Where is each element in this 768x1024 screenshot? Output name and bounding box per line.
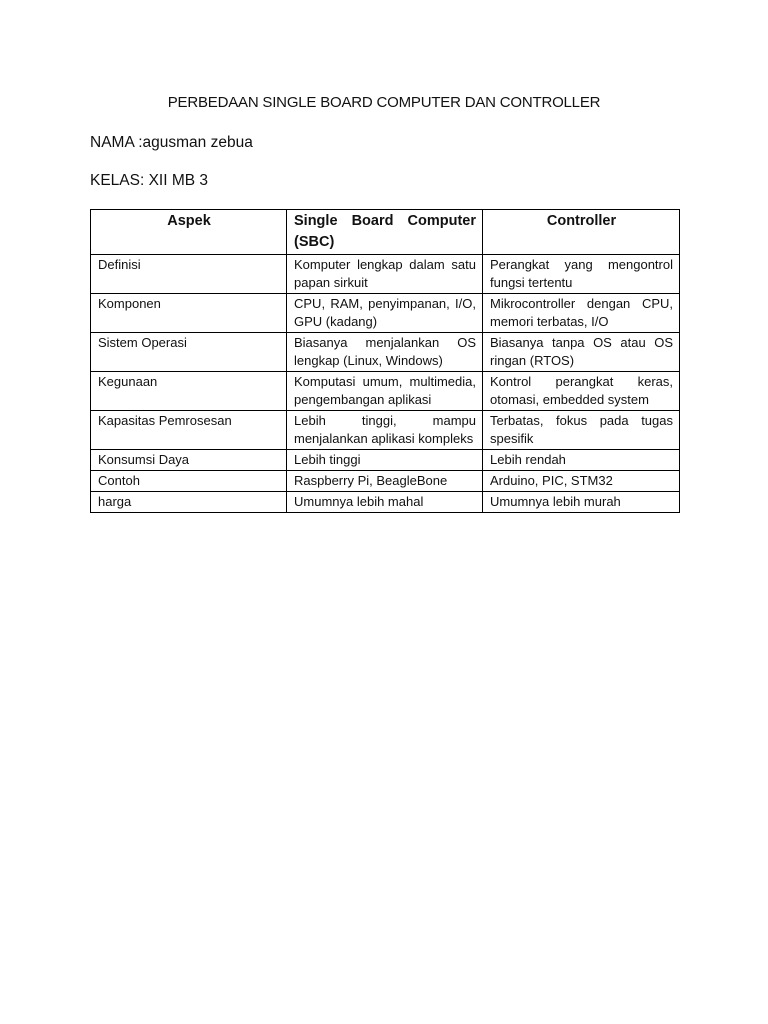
row-sbc-cell: Umumnya lebih mahal bbox=[287, 492, 483, 513]
comparison-table bbox=[90, 209, 680, 513]
row-controller-cell: Lebih rendah bbox=[483, 450, 680, 471]
table-header-row bbox=[91, 210, 680, 255]
row-controller-cell: Mikrocontroller dengan CPU, memori terbatas, I/O bbox=[483, 294, 680, 333]
row-sbc-cell: Komputer lengkap dalam satu papan sirkuit bbox=[287, 255, 483, 294]
row-sbc-cell: Lebih tinggi, mampu menjalankan aplikasi kompleks bbox=[287, 411, 483, 450]
row-aspek-cell: Kapasitas Pemrosesan bbox=[91, 411, 287, 450]
row-aspek-cell: harga bbox=[91, 492, 287, 513]
header-sbc: Single Board Computer (SBC) bbox=[287, 210, 483, 255]
table-row bbox=[91, 294, 680, 333]
row-aspek-cell: Komponen bbox=[91, 294, 287, 333]
table-row bbox=[91, 372, 680, 411]
row-controller-cell: Terbatas, fokus pada tugas spesifik bbox=[483, 411, 680, 450]
row-controller-cell: Kontrol perangkat keras, otomasi, embedded system bbox=[483, 372, 680, 411]
student-class: KELAS: XII MB 3 bbox=[90, 172, 209, 189]
row-aspek-cell: Contoh bbox=[91, 471, 287, 492]
table-row bbox=[91, 333, 680, 372]
document-title: PERBEDAAN SINGLE BOARD COMPUTER DAN CONTROLLER bbox=[167, 94, 601, 111]
student-name: NAMA :agusman zebua bbox=[90, 134, 253, 151]
row-sbc-cell: CPU, RAM, penyimpanan, I/O, GPU (kadang) bbox=[287, 294, 483, 333]
table-row bbox=[91, 450, 680, 471]
row-controller-cell: Umumnya lebih murah bbox=[483, 492, 680, 513]
row-controller-cell: Arduino, PIC, STM32 bbox=[483, 471, 680, 492]
table-row bbox=[91, 411, 680, 450]
table-row bbox=[91, 471, 680, 492]
table-row bbox=[91, 255, 680, 294]
row-sbc-cell: Komputasi umum, multimedia, pengembangan aplikasi bbox=[287, 372, 483, 411]
table-row bbox=[91, 492, 680, 513]
row-aspek-cell: Kegunaan bbox=[91, 372, 287, 411]
row-aspek-cell: Definisi bbox=[91, 255, 287, 294]
row-sbc-cell: Lebih tinggi bbox=[287, 450, 483, 471]
row-controller-cell: Perangkat yang mengontrol fungsi tertentu bbox=[483, 255, 680, 294]
row-controller-cell: Biasanya tanpa OS atau OS ringan (RTOS) bbox=[483, 333, 680, 372]
row-sbc-cell: Raspberry Pi, BeagleBone bbox=[287, 471, 483, 492]
row-sbc-cell: Biasanya menjalankan OS lengkap (Linux, Windows) bbox=[287, 333, 483, 372]
row-aspek-cell: Sistem Operasi bbox=[91, 333, 287, 372]
header-aspek: Aspek bbox=[91, 210, 287, 255]
header-controller: Controller bbox=[483, 210, 680, 255]
row-aspek-cell: Konsumsi Daya bbox=[91, 450, 287, 471]
